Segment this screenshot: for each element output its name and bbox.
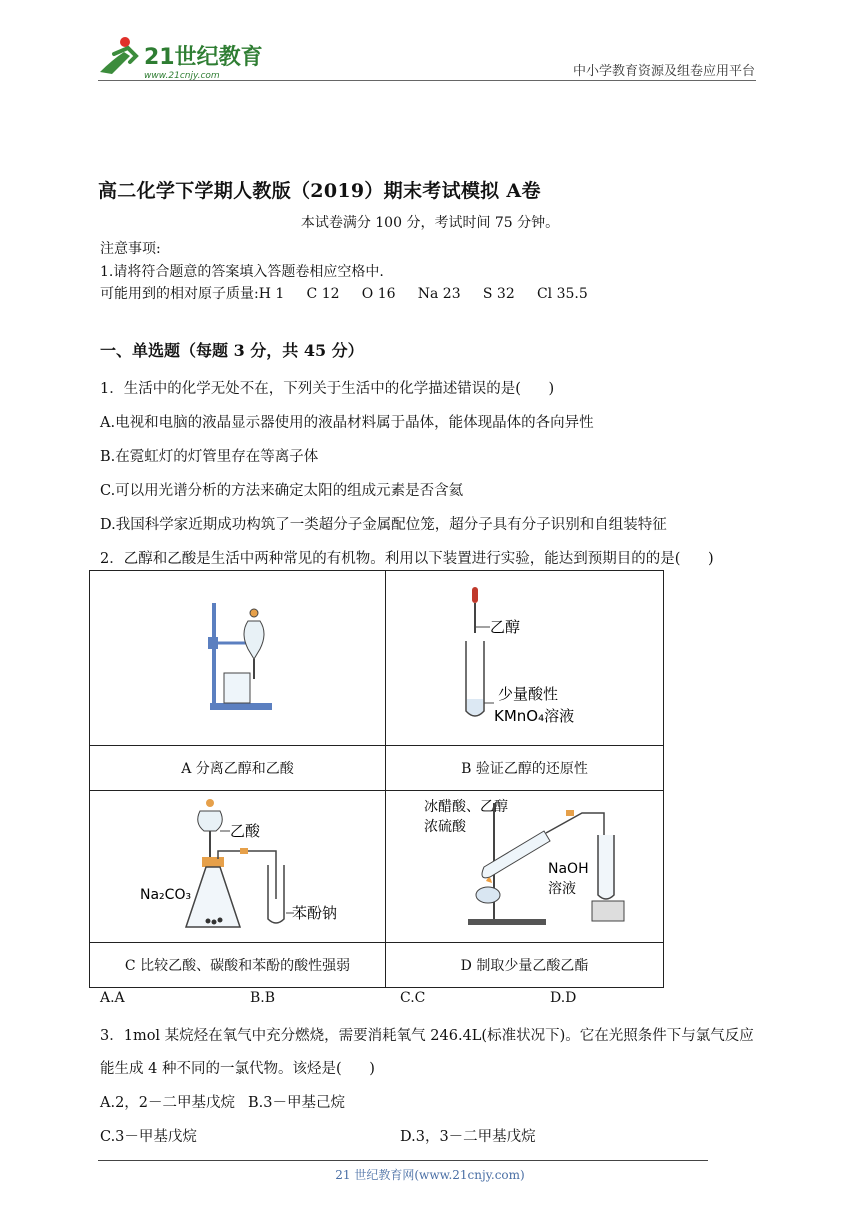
- separatory-funnel-figure: [90, 571, 385, 741]
- q2-option-a: A.A: [100, 990, 125, 1006]
- exam-subtitle: 本试卷满分 100 分，考试时间 75 分钟。: [300, 215, 560, 231]
- test-tube-kmno4-figure: [386, 571, 663, 741]
- ester-synthesis-figure: [386, 791, 663, 938]
- fig-c-phenoxide-label: 苯酚钠: [292, 904, 338, 922]
- q1-option-a: A.电视和电脑的液晶显示器使用的液晶材料属于晶体，能体现晶体的各向异性: [100, 415, 594, 431]
- caption-b: B 验证乙醇的还原性: [386, 746, 664, 791]
- caption-a: A 分离乙醇和乙酸: [90, 746, 386, 791]
- site-logo: [92, 34, 262, 82]
- q3-option-d: D.3，3－二甲基戊烷: [400, 1129, 536, 1145]
- q2-option-c: C.C: [400, 990, 426, 1006]
- notes-heading: 注意事项:: [100, 241, 161, 257]
- logo-url: www.21cnjy.com: [144, 71, 220, 81]
- footer-divider: [98, 1160, 708, 1161]
- header-divider: [98, 80, 756, 81]
- q2-stem: 2．乙醇和乙酸是生活中两种常见的有机物。利用以下装置进行实验，能达到预期目的的是( ): [100, 551, 714, 567]
- fig-b-label-kmno4: KMnO₄溶液: [494, 707, 575, 725]
- caption-d: D 制取少量乙酸乙酯: [386, 943, 664, 988]
- q1-option-c: C.可以用光谱分析的方法来确定太阳的组成元素是否含氦: [100, 483, 464, 499]
- q1-stem: 1．生活中的化学无处不在，下列关于生活中的化学描述错误的是( ): [100, 381, 555, 397]
- fig-c-acetic-label: 乙酸: [230, 822, 261, 840]
- figure-c-cell: [90, 791, 386, 943]
- fig-b-ethanol-label: 乙醇: [490, 618, 521, 636]
- q2-option-b: B.B: [250, 990, 276, 1006]
- acid-strength-figure: [90, 791, 385, 938]
- figure-a-cell: [90, 571, 386, 746]
- atomic-masses: 可能用到的相对原子质量:H 1 C 12 O 16 Na 23 S 32 Cl 35.5: [100, 286, 588, 302]
- footer-text: 21 世纪教育网(www.21cnjy.com): [335, 1168, 525, 1182]
- q3-option-c: C.3－甲基戊烷: [100, 1129, 197, 1145]
- fig-b-label-acidic: 少量酸性: [498, 685, 559, 703]
- header-platform-text: 中小学教育资源及组卷应用平台: [572, 64, 755, 79]
- notes-item-1: 1.请将符合题意的答案填入答题卷相应空格中.: [100, 264, 384, 280]
- caption-c: C 比较乙酸、碳酸和苯酚的酸性强弱: [90, 943, 386, 988]
- figure-b-cell: [386, 571, 664, 746]
- q3-option-a: A.2，2－二甲基戊烷: [100, 1095, 236, 1111]
- fig-c-na2co3-label: Na₂CO₃: [140, 887, 192, 903]
- logo-text: 21世纪教育: [144, 45, 262, 70]
- fig-d-label-reagents: 冰醋酸、乙醇: [424, 799, 508, 815]
- page-title: 高二化学下学期人教版（2019）期末考试模拟 A卷: [98, 180, 541, 202]
- q3-option-b: B.3－甲基己烷: [248, 1095, 345, 1111]
- apparatus-table: [89, 570, 664, 988]
- q1-option-d: D.我国科学家近期成功构筑了一类超分子金属配位笼，超分子具有分子识别和自组装特征: [100, 517, 667, 533]
- q3-stem-line1: 3．1mol 某烷烃在氧气中充分燃烧，需要消耗氧气 246.4L(标准状况下)。它在光照条件下与氯气反应: [100, 1028, 754, 1044]
- q3-stem-line2: 能生成 4 种不同的一氯代物。该烃是( ): [100, 1061, 375, 1077]
- fig-d-label-h2so4: 浓硫酸: [424, 819, 466, 835]
- fig-d-label-naoh: NaOH: [548, 861, 589, 877]
- fig-d-label-solution: 溶液: [548, 881, 576, 897]
- figure-d-cell: [386, 791, 664, 943]
- q1-option-b: B.在霓虹灯的灯管里存在等离子体: [100, 449, 319, 465]
- section-heading: 一、单选题（每题 3 分，共 45 分）: [100, 341, 364, 360]
- q2-option-d: D.D: [550, 990, 577, 1006]
